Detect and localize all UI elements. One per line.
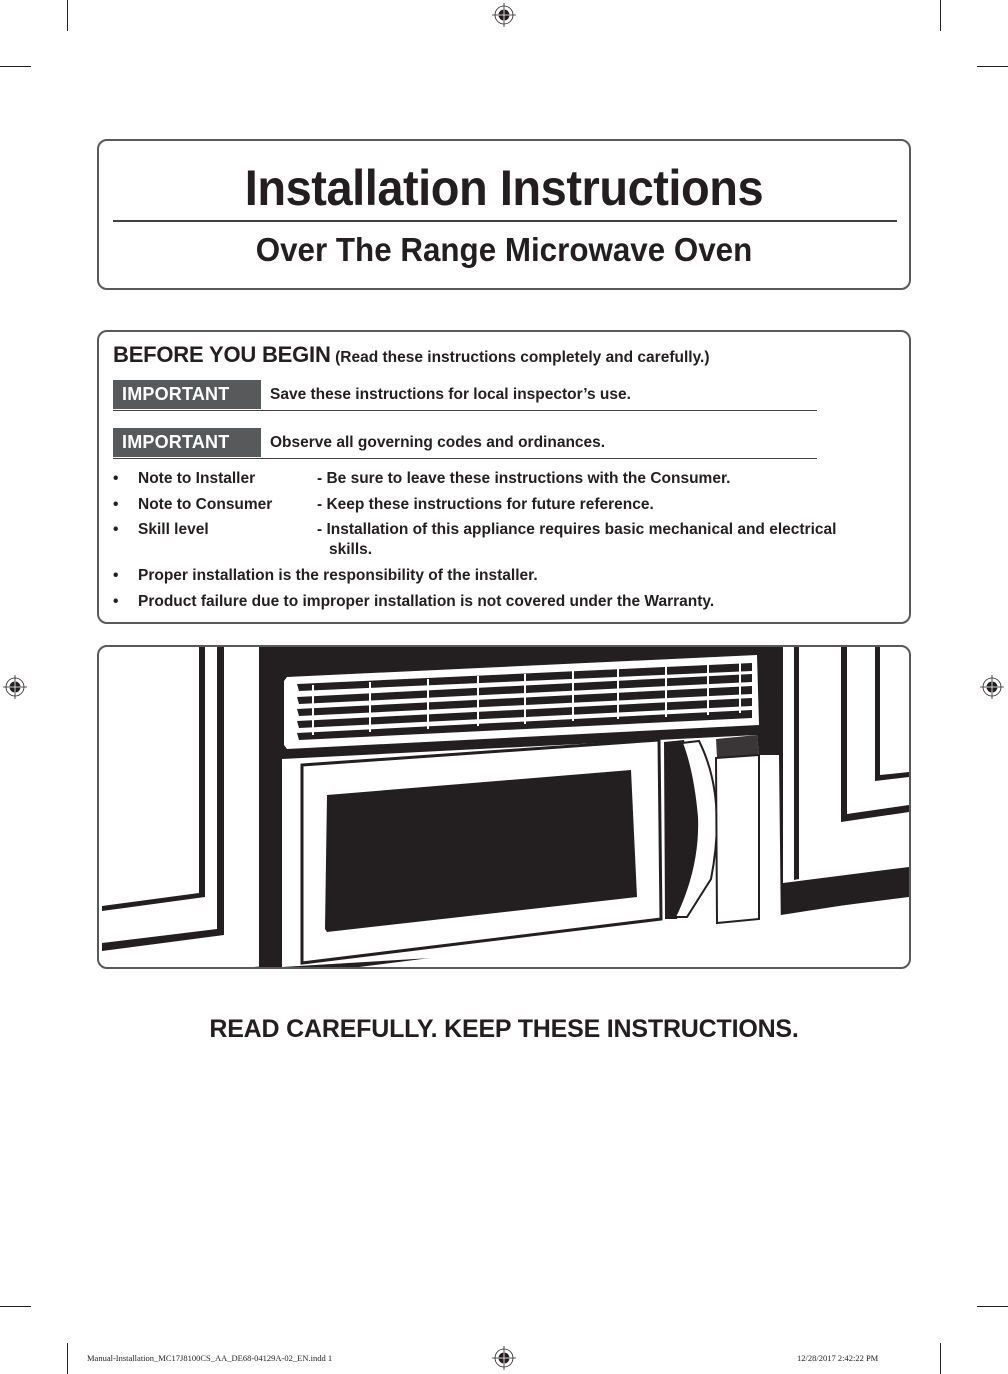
note-label: Skill level — [138, 521, 209, 538]
list-item — [113, 496, 893, 522]
statement-text: Proper installation is the responsibility of the installer. — [138, 567, 538, 584]
important-row — [113, 428, 817, 459]
bullet-icon: • — [113, 521, 119, 538]
important-text: Save these instructions for local inspector’s use. — [270, 386, 631, 403]
crop-mark-top-left-horizontal — [0, 66, 31, 67]
microwave-illustration — [97, 645, 911, 969]
crop-mark-top-right-horizontal — [977, 66, 1008, 67]
microwave-oven-illustration-icon — [99, 647, 909, 967]
read-carefully-notice: READ CAREFULLY. KEEP THESE INSTRUCTIONS. — [209, 1015, 799, 1043]
statement-text: Product failure due to improper installation is not covered under the Warranty. — [138, 593, 715, 610]
page-subtitle: Over The Range Microwave Oven — [255, 231, 753, 268]
registration-mark-top-icon — [492, 3, 516, 27]
note-label: Note to Consumer — [138, 495, 273, 513]
before-you-begin-heading — [113, 342, 710, 368]
page-title: Installation Instructions — [244, 160, 764, 216]
important-text: Observe all governing codes and ordinances. — [270, 434, 606, 451]
note-text: - Keep these instructions for future reference. — [317, 495, 654, 513]
title-box — [97, 139, 911, 290]
crop-mark-top-right-vertical — [940, 0, 941, 31]
note-text-block — [317, 521, 836, 559]
before-you-begin-title: BEFORE YOU BEGIN — [113, 342, 331, 367]
crop-mark-bottom-left-vertical — [67, 1343, 68, 1374]
list-item — [113, 470, 893, 496]
crop-mark-bottom-left-horizontal — [0, 1306, 31, 1307]
title-divider — [113, 220, 897, 222]
important-row — [113, 380, 817, 411]
list-item — [113, 593, 893, 619]
crop-mark-bottom-right-vertical — [940, 1343, 941, 1374]
note-text-continued: skills. — [329, 541, 373, 558]
timestamp-slug: 12/28/2017 2:42:22 PM — [797, 1353, 879, 1363]
note-text: - Installation of this appliance requires basic mechanical and electrical — [317, 521, 837, 538]
notes-list — [113, 470, 893, 619]
bullet-icon: • — [113, 567, 119, 584]
list-item — [113, 521, 893, 567]
file-slug: Manual-Installation_MC17J8100CS_AA_DE68-04129A-02_EN.indd 1 — [87, 1353, 333, 1363]
note-label: Note to Installer — [138, 470, 256, 487]
before-you-begin-note: (Read these instructions completely and carefully.) — [335, 349, 710, 366]
important-badge: IMPORTANT — [113, 428, 261, 457]
registration-mark-left-icon — [3, 675, 27, 699]
before-you-begin-box — [97, 330, 911, 624]
list-item — [113, 567, 893, 593]
crop-mark-bottom-right-horizontal — [977, 1306, 1008, 1307]
crop-mark-top-left-vertical — [67, 0, 68, 31]
bullet-icon: • — [113, 470, 119, 487]
bullet-icon: • — [113, 495, 119, 513]
bullet-icon: • — [113, 593, 119, 610]
note-text: - Be sure to leave these instructions with the Consumer. — [317, 470, 731, 487]
important-badge: IMPORTANT — [113, 380, 261, 409]
registration-mark-bottom-icon — [492, 1346, 516, 1370]
registration-mark-right-icon — [980, 675, 1004, 699]
